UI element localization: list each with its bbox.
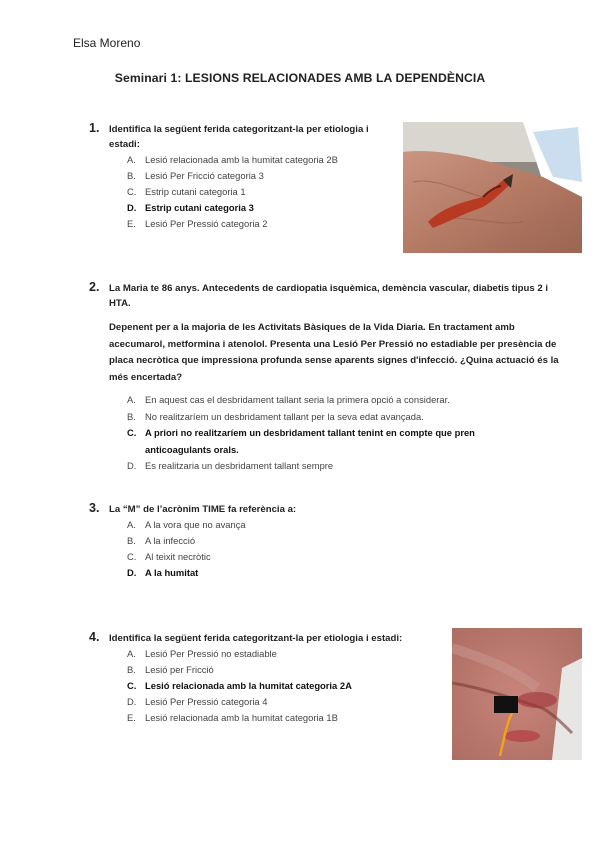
option-e[interactable]: E. Lesió Per Pressió categoria 2 xyxy=(127,218,268,229)
option-a[interactable]: A. Lesió relacionada amb la humitat categoria 2B xyxy=(127,154,338,165)
moisture-lesion-image xyxy=(452,628,582,760)
question-number: 2. xyxy=(89,280,100,294)
option-c-correct[interactable]: C. A priori no realitzaríem un desbridament tallant tenint en compte que pren anticoagulants orals. xyxy=(127,427,475,455)
question-context: Depenent per a la majoria de les Activitats Bàsiques de la Vida Diaria. En tractament amb acecumarol, metformina i atenolol. Presenta una Lesió Per Pressió no estadiable per presència de placa necròtica que impressiona profunda sense aparents signes d'infecció. ¿Quina actuació és la més encertada? xyxy=(109,322,559,383)
option-c[interactable]: C. Estrip cutani categoria 1 xyxy=(127,186,246,197)
question-text: La Maria te 86 anys. Antecedents de cardiopatia isquèmica, demència vascular, diabetis tipus 2 i HTA. xyxy=(109,283,548,309)
question-number: 4. xyxy=(89,630,100,644)
wound-photo-arm xyxy=(403,122,582,253)
question-number: 3. xyxy=(89,501,100,515)
author-name: Elsa Moreno xyxy=(73,36,141,50)
option-d[interactable]: D. Lesió Per Pressió categoria 4 xyxy=(127,696,268,707)
skin-tear-image xyxy=(403,122,582,253)
option-a[interactable]: A. Lesió Per Pressió no estadiable xyxy=(127,648,277,659)
option-d[interactable]: D. Es realitzaria un desbridament tallant sempre xyxy=(127,460,334,471)
question-text: Identifica la següent ferida categoritzant-la per etiologia i estadi: xyxy=(109,124,369,150)
option-d-correct[interactable]: D. Estrip cutani categoria 3 xyxy=(127,202,254,213)
question-text: La “M” de l’acrònim TIME fa referència a: xyxy=(109,504,297,515)
options-list xyxy=(127,517,427,581)
option-d-correct[interactable]: D. A la humitat xyxy=(127,567,199,578)
options-list xyxy=(127,646,437,726)
option-a[interactable]: A. En aquest cas el desbridament tallant seria la primera opció a considerar. xyxy=(127,394,450,405)
option-c-correct[interactable]: C. Lesió relacionada amb la humitat categoria 2A xyxy=(127,680,352,691)
page-title: Seminari 1: LESIONS RELACIONADES AMB LA DEPENDÈNCIA xyxy=(114,71,486,85)
option-c[interactable]: C. Al teixit necròtic xyxy=(127,551,211,562)
option-b[interactable]: B. No realitzaríem un desbridament tallant per la seva edat avançada. xyxy=(127,410,424,422)
option-b[interactable]: B. Lesió per Fricció xyxy=(127,664,214,675)
options-list xyxy=(127,392,537,475)
options-list xyxy=(127,152,397,232)
question-number: 1. xyxy=(89,121,100,135)
option-b[interactable]: B. Lesió Per Fricció categoria 3 xyxy=(127,170,264,181)
option-e[interactable]: E. Lesió relacionada amb la humitat categoria 1B xyxy=(127,712,338,723)
question-text: Identifica la següent ferida categoritzant-la per etiologia i estadi: xyxy=(109,633,403,644)
wound-photo-fold xyxy=(452,628,582,760)
option-a[interactable]: A. A la vora que no avança xyxy=(127,519,246,530)
option-b[interactable]: B. A la infecció xyxy=(127,535,196,546)
